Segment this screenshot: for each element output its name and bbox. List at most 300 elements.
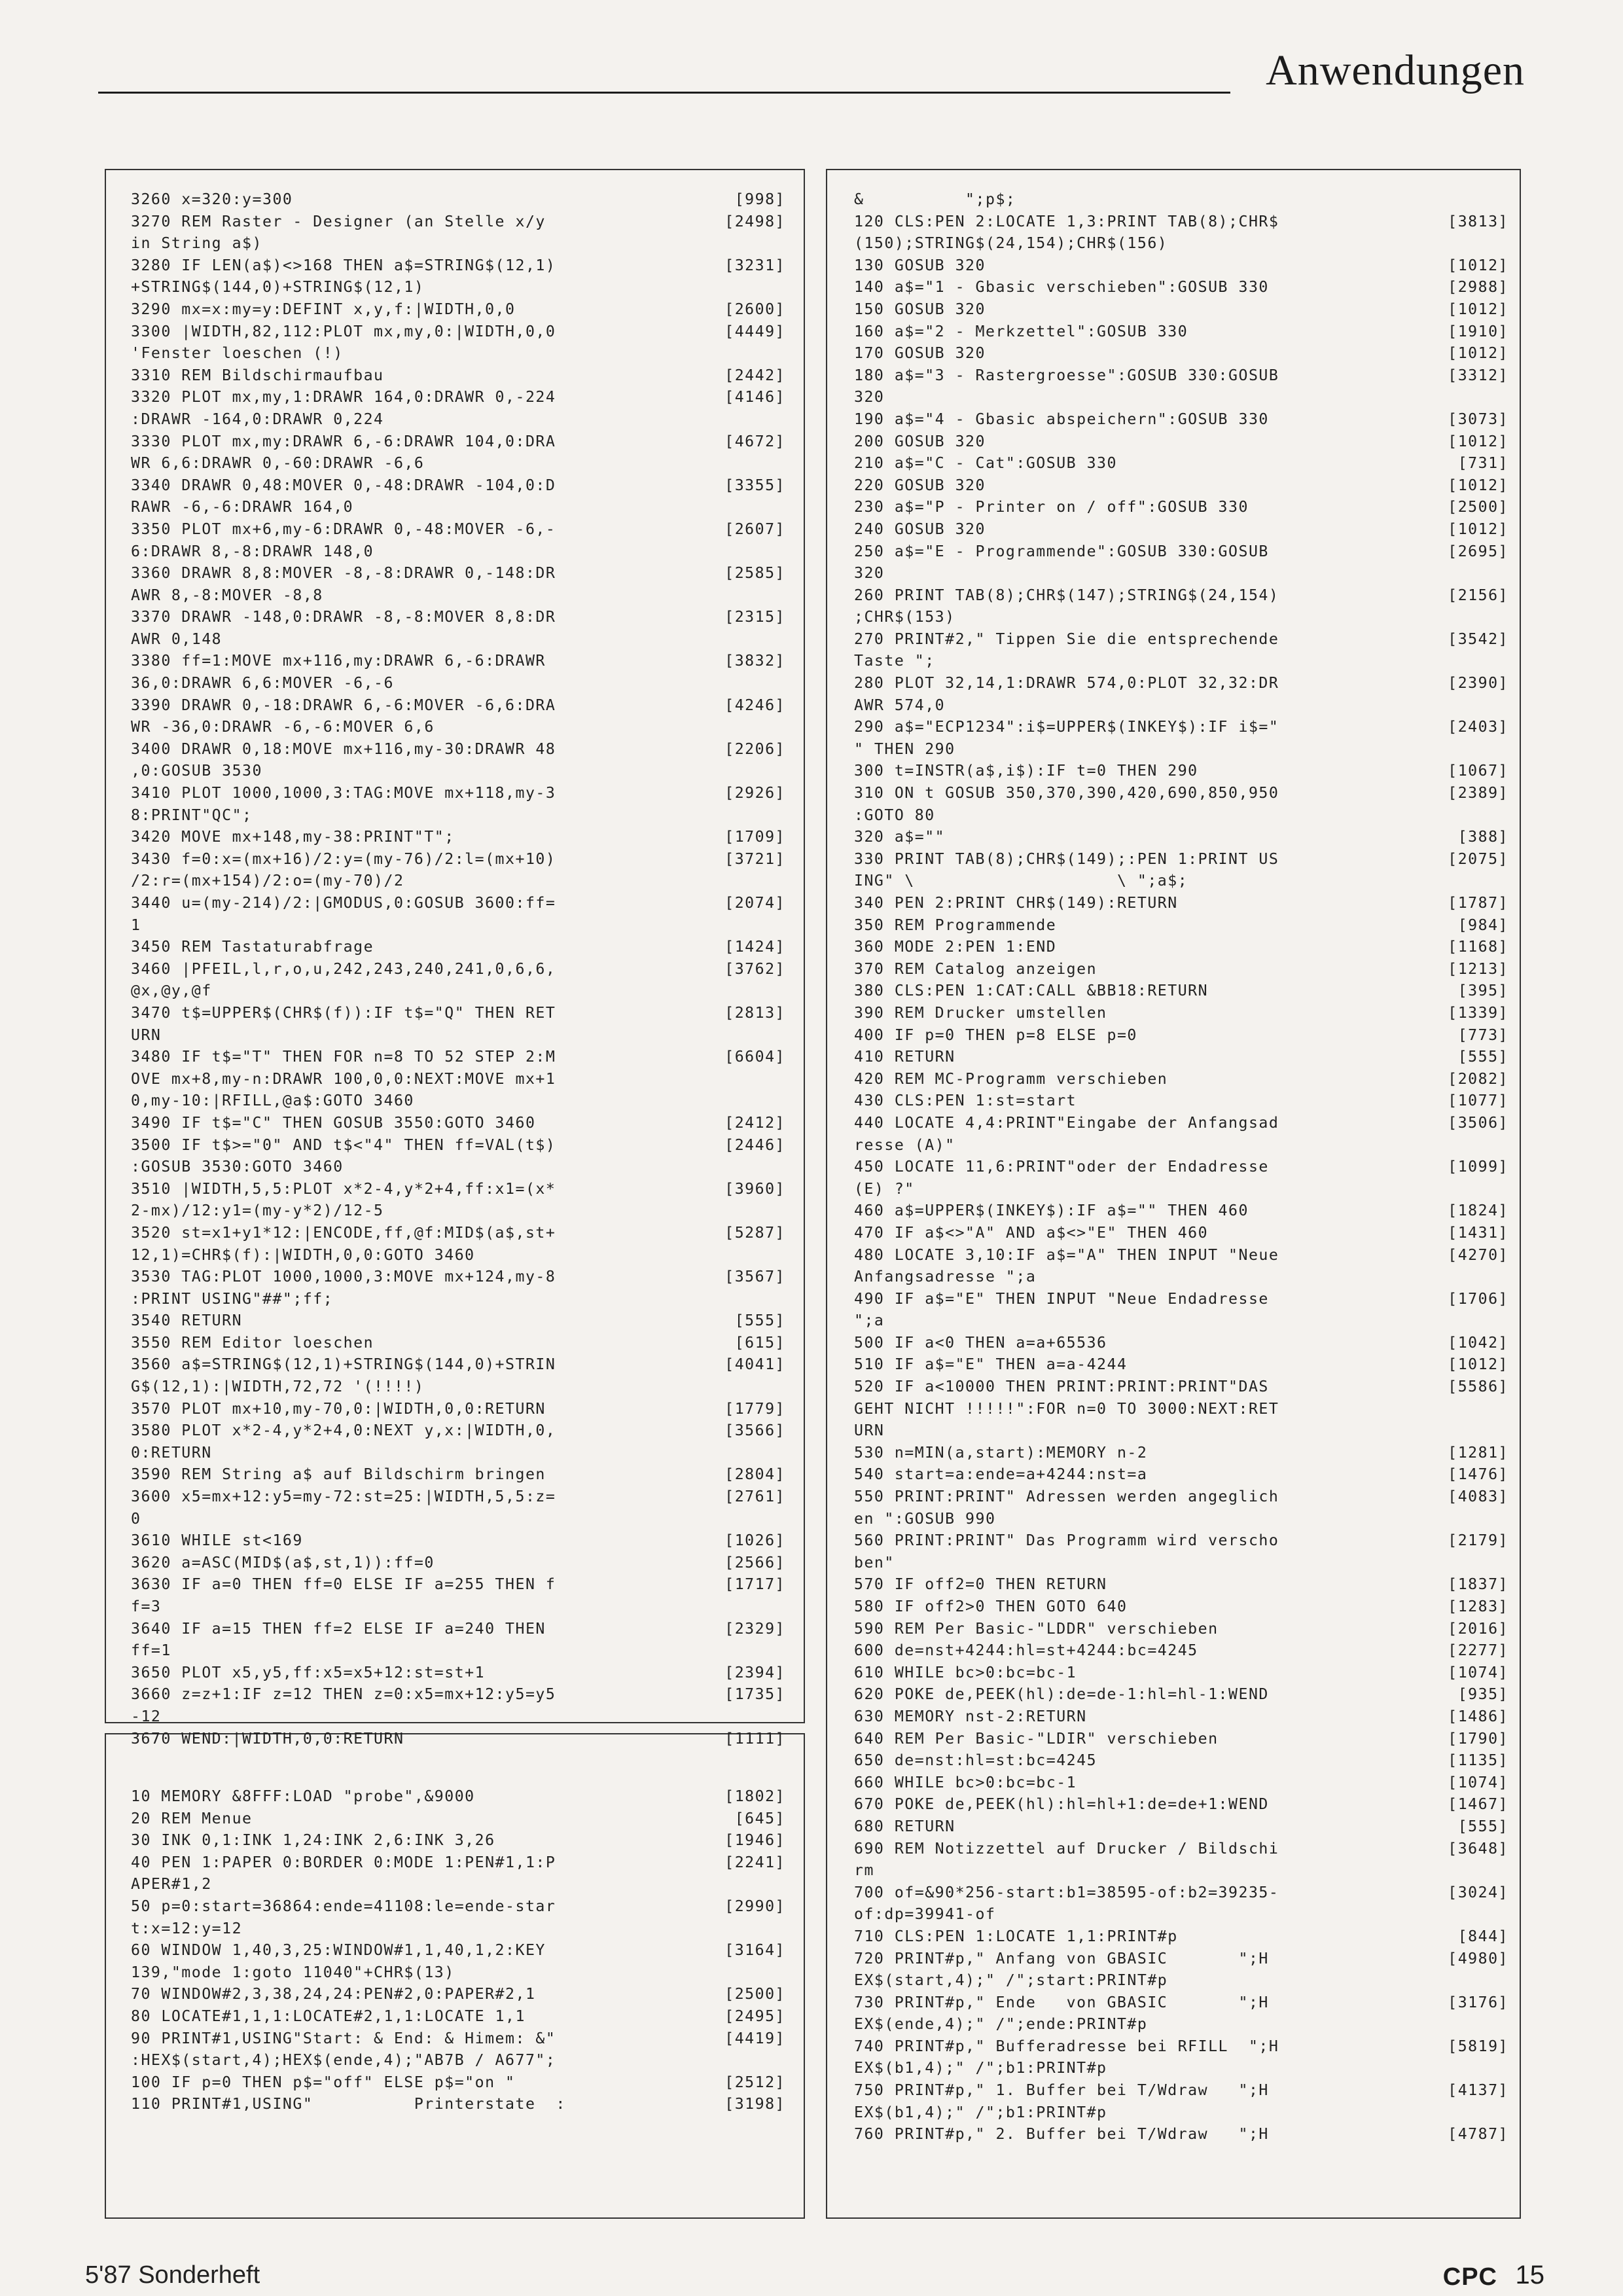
code-text: 230 a$="P - Printer on / off":GOSUB 330 bbox=[854, 498, 1249, 516]
checksum: [2988] bbox=[1448, 278, 1508, 296]
code-line bbox=[854, 232, 1508, 255]
checksum: [4449] bbox=[724, 322, 785, 340]
code-line bbox=[854, 1420, 1508, 1442]
code-text: 3290 mx=x:my=y:DEFINT x,y,f:|WIDTH,0,0 bbox=[131, 300, 516, 318]
code-line bbox=[131, 1662, 785, 1684]
code-line bbox=[854, 188, 1508, 211]
code-text: 3550 REM Editor loeschen bbox=[131, 1333, 374, 1352]
checksum: [1837] bbox=[1448, 1575, 1508, 1594]
code-line bbox=[854, 1178, 1508, 1200]
checksum: [4672] bbox=[724, 432, 785, 450]
code-text: in String a$) bbox=[131, 234, 262, 253]
code-line bbox=[131, 298, 785, 321]
page-header bbox=[98, 39, 1525, 98]
checksum: [844] bbox=[1457, 1927, 1508, 1945]
code-line bbox=[854, 1969, 1508, 1992]
code-line bbox=[854, 1926, 1508, 1948]
checksum: [3312] bbox=[1448, 366, 1508, 384]
code-line bbox=[131, 848, 785, 870]
checksum: [6604] bbox=[724, 1048, 785, 1066]
code-text: URN bbox=[131, 1026, 162, 1044]
basic-listing-10-110 bbox=[131, 1785, 785, 2115]
code-line bbox=[131, 936, 785, 958]
checksum: [1787] bbox=[1448, 894, 1508, 912]
code-line bbox=[131, 760, 785, 782]
code-line bbox=[854, 1859, 1508, 1882]
checksum: [935] bbox=[1457, 1685, 1508, 1704]
code-text: -12 bbox=[131, 1707, 162, 1725]
checksum: [731] bbox=[1457, 454, 1508, 473]
code-line bbox=[854, 1288, 1508, 1310]
checksum: [3231] bbox=[724, 256, 785, 274]
code-text: 3610 WHILE st<169 bbox=[131, 1532, 303, 1550]
code-line bbox=[854, 2079, 1508, 2102]
code-line bbox=[854, 408, 1508, 431]
checksum: [2206] bbox=[724, 740, 785, 758]
code-line bbox=[131, 1134, 785, 1157]
code-text: 50 p=0:start=36864:ende=41108:le=ende-star bbox=[131, 1897, 556, 1915]
code-line bbox=[131, 1112, 785, 1134]
code-line bbox=[131, 232, 785, 255]
code-line bbox=[854, 1463, 1508, 1486]
code-text: 70 WINDOW#2,3,38,24,24:PEN#2,0:PAPER#2,1 bbox=[131, 1985, 536, 2003]
code-line bbox=[131, 1332, 785, 1354]
code-line bbox=[131, 870, 785, 892]
code-text: 2-mx)/12:y1=(my-y*2)/12-5 bbox=[131, 1202, 384, 1220]
code-text: AWR 0,148 bbox=[131, 630, 223, 648]
code-text: 330 PRINT TAB(8);CHR$(149);:PEN 1:PRINT US bbox=[854, 850, 1279, 868]
checksum: [1111] bbox=[724, 1729, 785, 1748]
code-text: RAWR -6,-6:DRAWR 164,0 bbox=[131, 498, 354, 516]
checksum: [2179] bbox=[1448, 1532, 1508, 1550]
code-line bbox=[131, 628, 785, 651]
code-line bbox=[131, 1552, 785, 1574]
code-text: 740 PRINT#p," Bufferadresse bei RFILL ";H bbox=[854, 2037, 1279, 2055]
checksum: [2498] bbox=[724, 212, 785, 230]
code-text: 139,"mode 1:goto 11040"+CHR$(13) bbox=[131, 1963, 455, 1981]
code-text: 180 a$="3 - Rastergroesse":GOSUB 330:GOSUB bbox=[854, 366, 1279, 384]
code-text: 110 PRINT#1,USING" Printerstate : bbox=[131, 2095, 566, 2113]
code-line bbox=[854, 1793, 1508, 1816]
checksum: [1042] bbox=[1448, 1333, 1508, 1352]
code-line bbox=[854, 2102, 1508, 2124]
checksum: [1339] bbox=[1448, 1003, 1508, 1022]
code-line bbox=[854, 1706, 1508, 1728]
code-line bbox=[131, 1706, 785, 1728]
code-line bbox=[854, 716, 1508, 738]
code-text: ING" \ \ ";a$; bbox=[854, 872, 1188, 890]
checksum: [2277] bbox=[1448, 1641, 1508, 1660]
code-text: 690 REM Notizzettel auf Drucker / Bildschi bbox=[854, 1839, 1279, 1857]
checksum: [2241] bbox=[724, 1853, 785, 1871]
code-text: 210 a$="C - Cat":GOSUB 330 bbox=[854, 454, 1117, 473]
code-line bbox=[131, 1829, 785, 1852]
checksum: [3762] bbox=[724, 960, 785, 978]
code-text: AWR 574,0 bbox=[854, 696, 946, 714]
code-line bbox=[854, 1618, 1508, 1640]
checksum: [2926] bbox=[724, 784, 785, 802]
code-text: 150 GOSUB 320 bbox=[854, 300, 986, 318]
checksum: [1012] bbox=[1448, 1355, 1508, 1374]
code-line bbox=[854, 1222, 1508, 1244]
code-line bbox=[131, 1895, 785, 1918]
code-text: 3390 DRAWR 0,-18:DRAWR 6,-6:MOVER -6,6:DRA bbox=[131, 696, 556, 714]
code-text: 670 POKE de,PEEK(hl):hl=hl+1:de=de+1:WEND bbox=[854, 1795, 1269, 1814]
code-text: 700 of=&90*256-start:b1=38595-of:b2=39235- bbox=[854, 1883, 1279, 1901]
code-text: 0 bbox=[131, 1509, 141, 1528]
code-text: 190 a$="4 - Gbasic abspeichern":GOSUB 330 bbox=[854, 410, 1269, 428]
checksum: [3721] bbox=[724, 850, 785, 868]
code-line bbox=[854, 2057, 1508, 2079]
code-text: 3280 IF LEN(a$)<>168 THEN a$=STRING$(12,1) bbox=[131, 256, 556, 274]
checksum: [388] bbox=[1457, 828, 1508, 846]
code-line bbox=[854, 1749, 1508, 1772]
code-text: 730 PRINT#p," Ende von GBASIC ";H bbox=[854, 1993, 1269, 2011]
code-text: 3410 PLOT 1000,1000,3:TAG:MOVE mx+118,my-3 bbox=[131, 784, 556, 802]
checksum: [1135] bbox=[1448, 1751, 1508, 1770]
code-text: 530 n=MIN(a,start):MEMORY n-2 bbox=[854, 1443, 1148, 1462]
code-text: 3460 |PFEIL,l,r,o,u,242,243,240,241,0,6,6, bbox=[131, 960, 556, 978]
code-line bbox=[854, 1903, 1508, 1926]
checksum: [1067] bbox=[1448, 762, 1508, 780]
code-text: 3660 z=z+1:IF z=12 THEN z=0:x5=mx+12:y5=y5 bbox=[131, 1685, 556, 1704]
code-text: 3350 PLOT mx+6,my-6:DRAWR 0,-48:MOVER -6,- bbox=[131, 520, 556, 538]
code-line bbox=[131, 2028, 785, 2050]
code-line bbox=[854, 1244, 1508, 1266]
code-line bbox=[131, 1983, 785, 2005]
code-line bbox=[854, 1486, 1508, 1508]
code-text: 380 CLS:PEN 1:CAT:CALL &BB18:RETURN bbox=[854, 982, 1209, 1000]
code-text: 36,0:DRAWR 6,6:MOVER -6,-6 bbox=[131, 674, 394, 692]
code-text: 3590 REM String a$ auf Bildschirm bringen bbox=[131, 1465, 546, 1484]
checksum: [2412] bbox=[724, 1113, 785, 1132]
code-line bbox=[131, 694, 785, 717]
code-line bbox=[131, 958, 785, 980]
checksum: [773] bbox=[1457, 1026, 1508, 1044]
code-line bbox=[854, 1683, 1508, 1706]
code-line bbox=[131, 980, 785, 1002]
code-line bbox=[854, 1156, 1508, 1178]
code-text: 550 PRINT:PRINT" Adressen werden angeglich bbox=[854, 1488, 1279, 1506]
code-line bbox=[854, 1200, 1508, 1222]
code-text: 3480 IF t$="T" THEN FOR n=8 TO 52 STEP 2:M bbox=[131, 1048, 556, 1066]
code-text: " THEN 290 bbox=[854, 740, 955, 758]
code-text: ,0:GOSUB 3530 bbox=[131, 762, 262, 780]
code-text: 3450 REM Tastaturabfrage bbox=[131, 938, 374, 956]
code-line bbox=[854, 1332, 1508, 1354]
checksum: [2329] bbox=[724, 1619, 785, 1638]
code-line bbox=[854, 431, 1508, 453]
code-line bbox=[854, 1376, 1508, 1398]
code-text: 560 PRINT:PRINT" Das Programm wird verscho bbox=[854, 1532, 1279, 1550]
checksum: [2082] bbox=[1448, 1069, 1508, 1088]
code-text: 610 WHILE bc>0:bc=bc-1 bbox=[854, 1663, 1077, 1681]
code-line bbox=[854, 1354, 1508, 1376]
code-line bbox=[131, 1463, 785, 1486]
code-text: WR -36,0:DRAWR -6,-6:MOVER 6,6 bbox=[131, 718, 435, 736]
code-line bbox=[854, 1508, 1508, 1530]
code-text: 3560 a$=STRING$(12,1)+STRING$(144,0)+STRIN bbox=[131, 1355, 556, 1374]
checksum: [1099] bbox=[1448, 1158, 1508, 1176]
code-line bbox=[854, 386, 1508, 408]
code-text: ff=1 bbox=[131, 1641, 171, 1660]
code-text: 3330 PLOT mx,my:DRAWR 6,-6:DRAWR 104,0:DRA bbox=[131, 432, 556, 450]
checksum: [555] bbox=[1457, 1817, 1508, 1835]
checksum: [3198] bbox=[724, 2095, 785, 2113]
checksum: [555] bbox=[1457, 1048, 1508, 1066]
code-line bbox=[854, 1090, 1508, 1112]
checksum: [3164] bbox=[724, 1941, 785, 1960]
checksum: [1790] bbox=[1448, 1729, 1508, 1748]
checksum: [4246] bbox=[724, 696, 785, 714]
code-line bbox=[131, 1376, 785, 1398]
code-line bbox=[131, 1046, 785, 1068]
code-line bbox=[854, 276, 1508, 298]
code-text: 3600 x5=mx+12:y5=my-72:st=25:|WIDTH,5,5:z= bbox=[131, 1488, 556, 1506]
code-line bbox=[854, 1134, 1508, 1157]
checksum: [2761] bbox=[724, 1488, 785, 1506]
code-line bbox=[131, 475, 785, 497]
code-text: 3570 PLOT mx+10,my-70,0:|WIDTH,0,0:RETURN bbox=[131, 1399, 546, 1418]
checksum: [1283] bbox=[1448, 1598, 1508, 1615]
code-text: 3440 u=(my-214)/2:|GMODUS,0:GOSUB 3600:ff= bbox=[131, 894, 556, 912]
code-text: 3340 DRAWR 0,48:MOVER 0,-48:DRAWR -104,0:D bbox=[131, 476, 556, 494]
code-text: AWR 8,-8:MOVER -8,8 bbox=[131, 586, 323, 604]
code-line bbox=[854, 694, 1508, 717]
code-line bbox=[131, 1002, 785, 1024]
code-text: 3370 DRAWR -148,0:DRAWR -8,-8:MOVER 8,8:DR bbox=[131, 608, 556, 626]
code-text: ";a bbox=[854, 1312, 885, 1330]
code-text: :PRINT USING"##";ff; bbox=[131, 1289, 334, 1308]
code-text: 3650 PLOT x5,y5,ff:x5=x5+12:st=st+1 bbox=[131, 1663, 486, 1681]
code-line bbox=[854, 892, 1508, 914]
code-text: 470 IF a$<>"A" AND a$<>"E" THEN 460 bbox=[854, 1223, 1209, 1242]
header-rule bbox=[98, 92, 1230, 94]
code-line bbox=[131, 1420, 785, 1442]
code-line bbox=[854, 475, 1508, 497]
code-line bbox=[131, 672, 785, 694]
code-text: 3430 f=0:x=(mx+16)/2:y=(my-76)/2:l=(mx+10) bbox=[131, 850, 556, 868]
code-line bbox=[131, 496, 785, 518]
code-text: /2:r=(mx+154)/2:o=(my-70)/2 bbox=[131, 872, 404, 890]
magazine-logo: CPC bbox=[1442, 2263, 1497, 2291]
checksum: [3567] bbox=[724, 1268, 785, 1286]
code-line bbox=[854, 342, 1508, 365]
code-text: 'Fenster loeschen (!) bbox=[131, 344, 344, 363]
code-line bbox=[854, 1992, 1508, 2014]
checksum: [1467] bbox=[1448, 1795, 1508, 1814]
code-line bbox=[131, 1244, 785, 1266]
checksum: [5819] bbox=[1448, 2037, 1508, 2055]
checksum: [2074] bbox=[724, 894, 785, 912]
checksum: [2495] bbox=[724, 2007, 785, 2025]
code-text: 640 REM Per Basic-"LDIR" verschieben bbox=[854, 1729, 1219, 1748]
code-text: 620 POKE de,PEEK(hl):de=de-1:hl=hl-1:WEND bbox=[854, 1685, 1269, 1704]
code-line bbox=[854, 1046, 1508, 1068]
checksum: [5586] bbox=[1448, 1378, 1508, 1396]
code-text: 80 LOCATE#1,1,1:LOCATE#2,1,1:LOCATE 1,1 bbox=[131, 2007, 526, 2025]
code-line bbox=[854, 672, 1508, 694]
code-line bbox=[854, 958, 1508, 980]
code-text: 360 MODE 2:PEN 1:END bbox=[854, 938, 1057, 956]
checksum: [395] bbox=[1457, 982, 1508, 1000]
checksum: [3506] bbox=[1448, 1113, 1508, 1132]
code-line bbox=[131, 826, 785, 848]
code-text: Taste "; bbox=[854, 652, 935, 670]
checksum: [3566] bbox=[724, 1422, 785, 1440]
code-text: 490 IF a$="E" THEN INPUT "Neue Endadresse bbox=[854, 1289, 1269, 1308]
code-line bbox=[131, 276, 785, 298]
checksum: [3542] bbox=[1448, 630, 1508, 648]
code-line bbox=[854, 2123, 1508, 2145]
code-line bbox=[131, 1785, 785, 1808]
checksum: [1012] bbox=[1448, 520, 1508, 538]
code-line bbox=[854, 1640, 1508, 1662]
checksum: [3073] bbox=[1448, 410, 1508, 428]
checksum: [1709] bbox=[724, 828, 785, 846]
code-line bbox=[131, 650, 785, 672]
checksum: [2315] bbox=[724, 608, 785, 626]
code-text: 320 bbox=[854, 388, 885, 406]
code-text: 8:PRINT"QC"; bbox=[131, 806, 253, 824]
code-text: 660 WHILE bc>0:bc=bc-1 bbox=[854, 1773, 1077, 1791]
code-text: 3510 |WIDTH,5,5:PLOT x*2-4,y*2+4,ff:x1=(x* bbox=[131, 1179, 556, 1198]
code-line bbox=[854, 211, 1508, 233]
code-line bbox=[131, 1398, 785, 1420]
code-line bbox=[131, 1852, 785, 1874]
code-line bbox=[131, 1873, 785, 1895]
code-line bbox=[131, 188, 785, 211]
code-text: 3640 IF a=15 THEN ff=2 ELSE IF a=240 THEN bbox=[131, 1619, 546, 1638]
code-text: 3400 DRAWR 0,18:MOVE mx+116,my-30:DRAWR 48 bbox=[131, 740, 556, 758]
code-line bbox=[854, 1772, 1508, 1794]
code-text: 320 a$="" bbox=[854, 828, 946, 846]
code-text: 3360 DRAWR 8,8:MOVER -8,-8:DRAWR 0,-148:DR bbox=[131, 564, 556, 583]
checksum: [1012] bbox=[1448, 300, 1508, 318]
checksum: [2500] bbox=[724, 1985, 785, 2003]
checksum: [4419] bbox=[724, 2029, 785, 2047]
code-line bbox=[854, 1266, 1508, 1288]
code-text: 3470 t$=UPPER$(CHR$(f)):IF t$="Q" THEN RET bbox=[131, 1003, 556, 1022]
checksum: [1012] bbox=[1448, 432, 1508, 450]
code-text: 540 start=a:ende=a+4244:nst=a bbox=[854, 1465, 1148, 1484]
checksum: [645] bbox=[734, 1809, 785, 1827]
code-line bbox=[854, 1530, 1508, 1552]
code-line bbox=[854, 496, 1508, 518]
code-text: 390 REM Drucker umstellen bbox=[854, 1003, 1107, 1022]
code-text: 750 PRINT#p," 1. Buffer bei T/Wdraw ";H bbox=[854, 2081, 1269, 2100]
code-line bbox=[854, 1948, 1508, 1970]
code-text: 500 IF a<0 THEN a=a+65536 bbox=[854, 1333, 1107, 1352]
code-text: 140 a$="1 - Gbasic verschieben":GOSUB 330 bbox=[854, 278, 1269, 296]
checksum: [2394] bbox=[724, 1663, 785, 1681]
code-text: 450 LOCATE 11,6:PRINT"oder der Endadresse bbox=[854, 1158, 1269, 1176]
code-line bbox=[131, 1266, 785, 1288]
code-line bbox=[131, 2093, 785, 2115]
code-line bbox=[131, 1596, 785, 1618]
code-line bbox=[131, 1442, 785, 1464]
code-line bbox=[854, 2036, 1508, 2058]
code-text: 510 IF a$="E" THEN a=a-4244 bbox=[854, 1355, 1128, 1374]
code-line bbox=[131, 1939, 785, 1962]
code-text: 3300 |WIDTH,82,112:PLOT mx,my,0:|WIDTH,0,0 bbox=[131, 322, 556, 340]
checksum: [2390] bbox=[1448, 674, 1508, 692]
checksum: [1735] bbox=[724, 1685, 785, 1704]
code-text: 240 GOSUB 320 bbox=[854, 520, 986, 538]
checksum: [3355] bbox=[724, 476, 785, 494]
code-line bbox=[854, 848, 1508, 870]
code-line bbox=[854, 321, 1508, 343]
code-text: 3630 IF a=0 THEN ff=0 ELSE IF a=255 THEN f bbox=[131, 1575, 556, 1594]
code-line bbox=[131, 1683, 785, 1706]
code-line bbox=[131, 914, 785, 937]
checksum: [1012] bbox=[1448, 256, 1508, 274]
code-line bbox=[131, 2049, 785, 2072]
code-text: EX$(b1,4);" /";b1:PRINT#p bbox=[854, 2103, 1107, 2121]
code-text: :GOTO 80 bbox=[854, 806, 935, 824]
code-line bbox=[854, 584, 1508, 607]
code-text: 90 PRINT#1,USING"Start: & End: & Himem: &" bbox=[131, 2029, 556, 2047]
checksum: [1281] bbox=[1448, 1443, 1508, 1462]
code-text: 3620 a=ASC(MID$(a$,st,1)):ff=0 bbox=[131, 1553, 435, 1571]
code-line bbox=[131, 1024, 785, 1047]
code-text: 3380 ff=1:MOVE mx+116,my:DRAWR 6,-6:DRAWR bbox=[131, 652, 546, 670]
code-line bbox=[854, 1398, 1508, 1420]
code-line bbox=[854, 365, 1508, 387]
code-text: 320 bbox=[854, 564, 885, 583]
code-line bbox=[854, 1662, 1508, 1684]
checksum: [2695] bbox=[1448, 542, 1508, 560]
code-text: 710 CLS:PEN 1:LOCATE 1,1:PRINT#p bbox=[854, 1927, 1178, 1945]
code-text: 480 LOCATE 3,10:IF a$="A" THEN INPUT "Neue bbox=[854, 1246, 1279, 1264]
code-line bbox=[854, 1882, 1508, 1904]
code-text: 720 PRINT#p," Anfang von GBASIC ";H bbox=[854, 1949, 1269, 1967]
code-text: ;CHR$(153) bbox=[854, 608, 955, 626]
code-text: 20 REM Menue bbox=[131, 1809, 253, 1827]
checksum: [1706] bbox=[1448, 1289, 1508, 1308]
checksum: [3648] bbox=[1448, 1839, 1508, 1857]
page-footer bbox=[85, 2259, 1544, 2292]
checksum: [2990] bbox=[724, 1897, 785, 1915]
checksum: [3832] bbox=[724, 652, 785, 670]
code-text: 460 a$=UPPER$(INKEY$):IF a$="" THEN 460 bbox=[854, 1202, 1249, 1220]
code-line bbox=[854, 870, 1508, 892]
code-text: 100 IF p=0 THEN p$="off" ELSE p$="on " bbox=[131, 2073, 516, 2091]
checksum: [998] bbox=[734, 190, 785, 208]
code-line bbox=[131, 1090, 785, 1112]
code-line bbox=[854, 1573, 1508, 1596]
code-text: 12,1)=CHR$(f):|WIDTH,0,0:GOTO 3460 bbox=[131, 1246, 475, 1264]
code-line bbox=[131, 1486, 785, 1508]
checksum: [1026] bbox=[724, 1532, 785, 1550]
code-line bbox=[131, 1640, 785, 1662]
code-text: 220 GOSUB 320 bbox=[854, 476, 986, 494]
checksum: [5287] bbox=[724, 1223, 785, 1242]
code-text: 570 IF off2=0 THEN RETURN bbox=[854, 1575, 1107, 1594]
checksum: [1012] bbox=[1448, 344, 1508, 363]
checksum: [1779] bbox=[724, 1399, 785, 1418]
code-line bbox=[131, 431, 785, 453]
code-line bbox=[854, 2013, 1508, 2036]
checksum: [1802] bbox=[724, 1787, 785, 1805]
code-text: 3520 st=x1+y1*12:|ENCODE,ff,@f:MID$(a$,st+ bbox=[131, 1223, 556, 1242]
code-line bbox=[854, 1596, 1508, 1618]
code-text: 30 INK 0,1:INK 1,24:INK 2,6:INK 3,26 bbox=[131, 1831, 495, 1850]
code-line bbox=[131, 1728, 785, 1750]
code-text: :GOSUB 3530:GOTO 3460 bbox=[131, 1158, 344, 1176]
checksum: [3024] bbox=[1448, 1883, 1508, 1901]
code-text: EX$(ende,4);" /";ende:PRINT#p bbox=[854, 2015, 1148, 2034]
